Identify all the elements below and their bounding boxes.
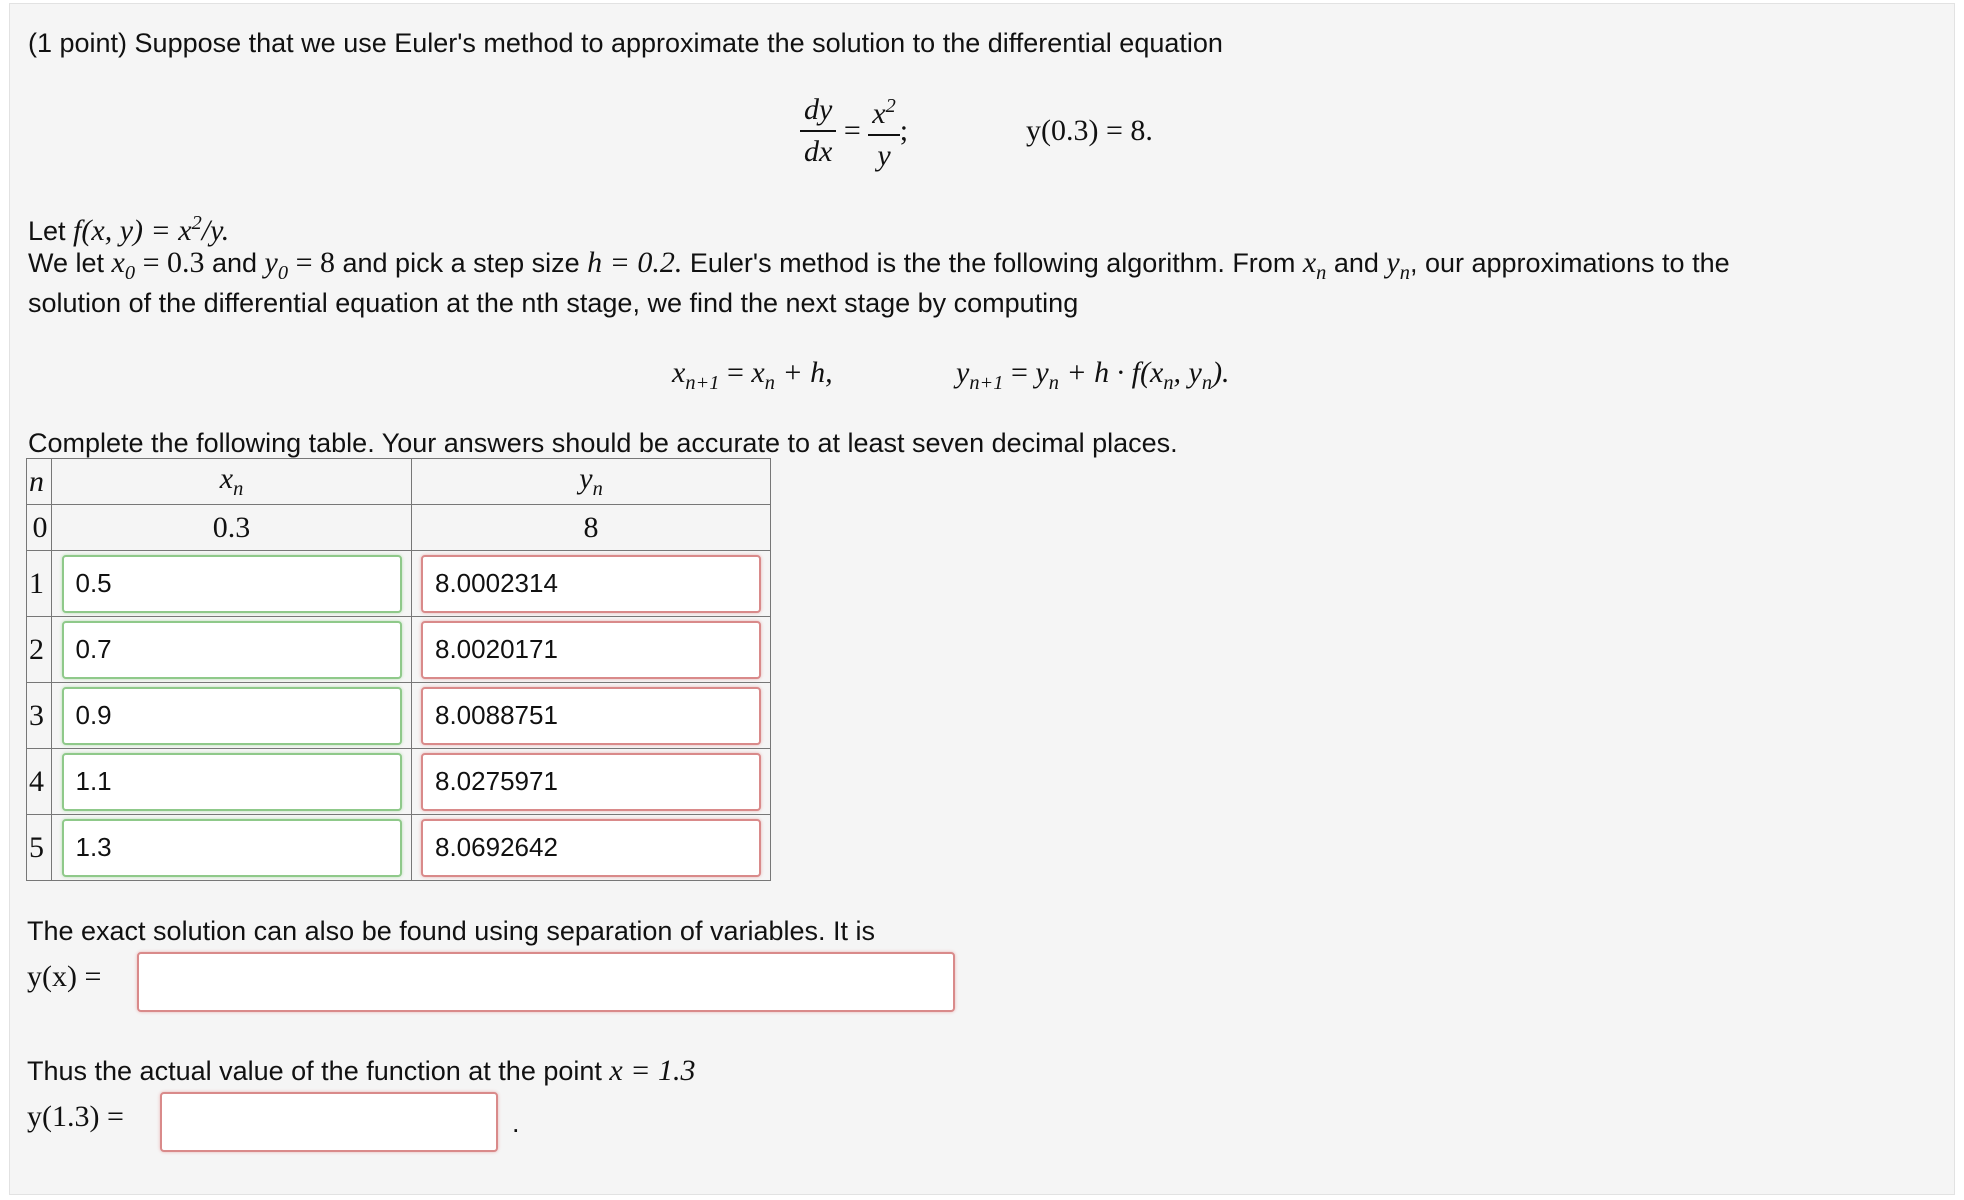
table-header-row: [27, 459, 771, 505]
actual-value-period: .: [512, 1108, 520, 1138]
header-xn: $x_n$: [52, 459, 412, 505]
table-row: [27, 683, 771, 749]
x4-answer-input[interactable]: [62, 753, 402, 811]
row-index: 0: [27, 505, 52, 551]
initial-condition: y(0.3) = 8.: [1026, 114, 1153, 147]
y3-answer-input[interactable]: [421, 687, 761, 745]
table-row: [27, 505, 771, 551]
y2-answer-input[interactable]: [421, 621, 761, 679]
table-row: [27, 749, 771, 815]
euler-table: [26, 458, 771, 881]
table-row: [27, 617, 771, 683]
actual-value-label: y(1.3) =: [27, 1100, 124, 1133]
table-row: [27, 815, 771, 881]
algorithm-paragraph-line2: solution of the differential equation at the nth stage, we find the next stage by computing: [28, 288, 1079, 318]
let-f-line: Let f(x, $y) = x^2/y$.: [28, 212, 230, 247]
actual-value-input[interactable]: [160, 1092, 498, 1152]
y-value: 8: [412, 505, 771, 551]
exact-solution-input[interactable]: [137, 952, 955, 1012]
table-row: [27, 551, 771, 617]
x1-answer-input[interactable]: [62, 555, 402, 613]
recurrence-y: $y_{n+1} = y_n + h \cdot f(x_n$, $y_n$).: [956, 356, 1230, 394]
x5-answer-input[interactable]: [62, 819, 402, 877]
ode-equation: $\frac{dy}{dx}$ = $\frac{x^2}{y}$ ;: [800, 86, 908, 176]
y4-answer-input[interactable]: [421, 753, 761, 811]
x-value: 0.3: [52, 505, 412, 551]
exact-solution-text: The exact solution can also be found using separation of variables. It is: [27, 916, 876, 946]
table-instructions: Complete the following table. Your answers should be accurate to at least seven decimal places.: [28, 428, 1178, 458]
derivative-fraction: $\frac{dy}{dx}$: [800, 90, 836, 172]
recurrence-x: $x_{n+1} = x_n + h$,: [672, 356, 833, 394]
row-index: 2: [27, 617, 52, 683]
x2-answer-input[interactable]: [62, 621, 402, 679]
y1-answer-input[interactable]: [421, 555, 761, 613]
header-yn: $y_n$: [412, 459, 771, 505]
y5-answer-input[interactable]: [421, 819, 761, 877]
row-index: 1: [27, 551, 52, 617]
header-n: n: [27, 459, 52, 505]
row-index: 3: [27, 683, 52, 749]
algorithm-paragraph-line1: We let $x_0 = 0.3$ and $y_0 = 8$ and pick a step size h = 0.2. Euler's method is the the following algorithm. From $x_n$ and $y_n$, our approximations to the: [28, 246, 1730, 284]
actual-value-text: Thus the actual value of the function at the point x = 1.3: [27, 1054, 696, 1087]
row-index: 5: [27, 815, 52, 881]
rhs-fraction: $\frac{x^2}{y}$: [868, 86, 900, 176]
exact-solution-label: y(x) =: [27, 960, 102, 993]
row-index: 4: [27, 749, 52, 815]
x3-answer-input[interactable]: [62, 687, 402, 745]
problem-intro: (1 point) Suppose that we use Euler's method to approximate the solution to the differential equation: [28, 28, 1223, 58]
